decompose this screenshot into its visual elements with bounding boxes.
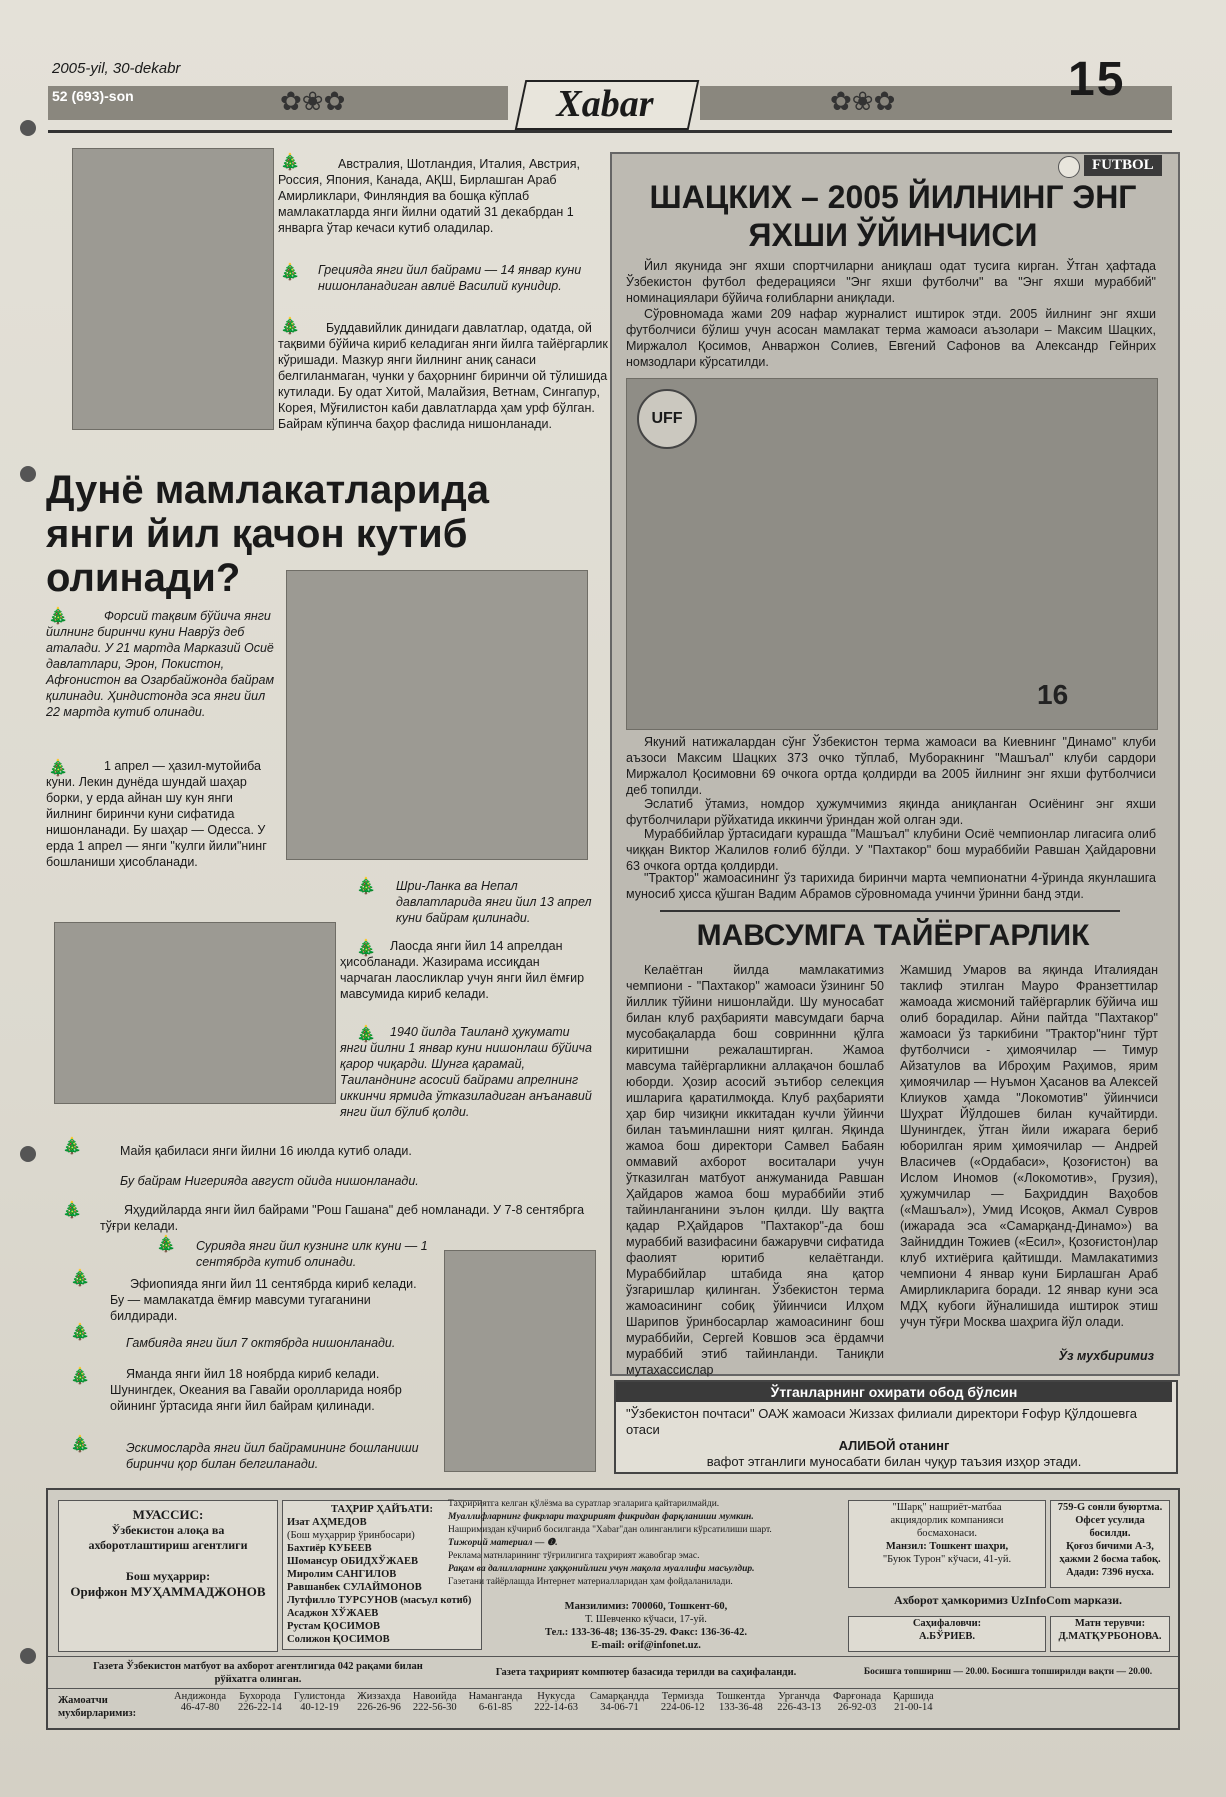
- publisher-box: [848, 1500, 1046, 1588]
- designer-label: Саҳифаловчи:: [912, 1618, 982, 1629]
- city: Нукусда: [537, 1691, 575, 1702]
- city: Наманганда: [468, 1691, 523, 1702]
- board-member: Шомансур ОБИДХЎЖАЕВ: [287, 1556, 418, 1567]
- founder-box: [58, 1500, 278, 1652]
- binder-hole: [20, 1146, 36, 1162]
- phone: 222-14-63: [534, 1702, 579, 1713]
- christmas-tree-icon: 🎄: [280, 318, 300, 335]
- phone: 133-36-48: [719, 1702, 763, 1713]
- publisher-line: "Буюк Турон" кўчаси, 41-уй.: [882, 1554, 1012, 1565]
- footballers-photo: [626, 378, 1158, 730]
- city: Урганчда: [778, 1691, 820, 1702]
- paragraph: "Трактор" жамоасининг ўз тарихида биринчи марта чемпионатни 4-ўринда якунлашига муносиб ҳисса қўшган Вадим Абрамов сўровномада учинчи ўринни банд этди.: [626, 871, 1156, 901]
- phones-city-row: [168, 1691, 940, 1702]
- paragraph: Ямандa янги йил 18 ноябрда кириб келади. Шунингдек, Океания ва Гавайи оролларида ноябр ойининг ўртасида янги йил байрам қилинади.: [110, 1367, 402, 1413]
- condolence-name: АЛИБОЙ отанинг: [838, 1438, 950, 1453]
- order-box: [1050, 1500, 1170, 1588]
- section-divider: [660, 910, 1120, 912]
- city: Фарғонада: [832, 1691, 881, 1702]
- phone: 6-61-85: [478, 1702, 513, 1713]
- santa-helpers-photo: [54, 922, 336, 1104]
- note: Реклама матнларининг тўғрилигига таҳририят жавобгар эмас.: [448, 1551, 700, 1561]
- city: Термизда: [661, 1691, 704, 1702]
- christmas-tree-icon: 🎄: [356, 1026, 376, 1043]
- order-line: Қоғоз бичими А-3,: [1066, 1541, 1154, 1552]
- paragraph: Лаосда янги йил 14 апрелдан ҳисобланади. Жазирама иссиқдан чарчаган лаосликлар учун янги йил ёмғир мавсумида кириб келади.: [340, 939, 585, 1001]
- phone: 40-12-19: [300, 1702, 339, 1713]
- christmas-tree-icon: 🎄: [356, 878, 376, 895]
- main-headline: Дунё мамлакатларида янги йил қачон кутиб олинади?: [46, 468, 489, 600]
- christmas-tree-icon: 🎄: [70, 1324, 90, 1341]
- byline: Ўз мухбиримиз: [1058, 1349, 1154, 1363]
- condolence-title: Ўтганларнинг охирати обод бўлсин: [616, 1382, 1172, 1402]
- paragraph: Яҳудийларда янги йил байрами "Рош Гашана" деб номланади. У 7-8 сентябрга тўғри келади.: [100, 1203, 585, 1233]
- phones-number-row: [168, 1702, 940, 1713]
- phone: 26-92-03: [837, 1702, 877, 1713]
- board-member: Равшанбек СУЛАЙМОНОВ: [287, 1582, 422, 1593]
- paragraph: Эфиопияда янги йил 11 сентябрда кириб келади. Бу — мамлакатда ёмғир мавсуми тугаганини билдиради.: [110, 1277, 417, 1323]
- publisher-line: Манзил: Тошкент шаҳри,: [885, 1541, 1009, 1552]
- order-line: ҳажми 2 босма табоқ.: [1059, 1554, 1161, 1565]
- phones-label: Жамоатчи мухбирларимиз:: [58, 1695, 137, 1719]
- founder-label: МУАССИС:: [132, 1507, 204, 1522]
- note: Муаллифларнинг фикрлари таҳририят фикридан фарқланиши мумкин.: [448, 1512, 754, 1522]
- board-member: Асаджон ХЎЖАЕВ: [287, 1608, 379, 1619]
- address-block: [448, 1600, 844, 1652]
- football-icon: [1058, 156, 1080, 178]
- board-member: Миролим САНГИЛОВ: [287, 1569, 397, 1580]
- note: Нашримиздан кўчириб босилганда "Xabar"дан олинганлиги кўрсатилиши шарт.: [448, 1525, 772, 1535]
- paragraph: Эслатиб ўтамиз, номдор ҳужумчимиз яқинда аниқланган Осиёнинг энг яхши футболчилари рўйхатида иккинчи ўриндан жой олган эди.: [626, 797, 1156, 827]
- christmas-tree-icon: 🎄: [62, 1202, 82, 1219]
- note: Тижорий материал — ❶.: [448, 1538, 558, 1548]
- condolence-text: вафот этганлиги муносабати билан чуқур таъзия изҳор этади.: [706, 1454, 1082, 1469]
- board-member: Лутфилло ТУРСУНОВ (масъул котиб): [287, 1595, 472, 1606]
- christmas-tree-icon: 🎄: [70, 1436, 90, 1453]
- order-line: 759-G сонли буюртма.: [1057, 1502, 1163, 1513]
- board-member: Изат АҲМЕДОВ: [287, 1517, 367, 1528]
- shirt-number: 16: [1037, 679, 1069, 710]
- editor-name: Орифжон МУҲАММАДЖОНОВ: [70, 1584, 266, 1599]
- paragraph: Шри-Ланка ва Непал давлатларида янги йил 13 апрел куни байрам қилинади.: [396, 879, 592, 925]
- rubric-label: FUTBOL: [1084, 155, 1162, 176]
- header-rule: [48, 130, 1172, 133]
- phone: 34-06-71: [600, 1702, 639, 1713]
- sports-subheadline: МАВСУМГА ТАЙЁРГАРЛИК: [696, 919, 1090, 952]
- board-member: Солижон ҚОСИМОВ: [287, 1634, 390, 1645]
- note: Рақам ва далилларнинг ҳаққонийлиги учун мақола муаллифи масъулдир.: [448, 1564, 755, 1574]
- paragraph: Форсий тақвим бўйича янги йилнинг биринчи куни Наврўз деб аталади. У 21 мартда Марказий Осиё давлатлари, Эрон, Покистон, Афғонистон ва Озарбайжонда байрам қилинади. Ҳиндистонда эса янги йил 22 мартда кутиб олинади.: [46, 609, 275, 719]
- designer-name: А.БЎРИЕВ.: [918, 1631, 976, 1642]
- paragraph: Якуний натижалардан сўнг Ўзбекистон терма жамоаси ва Киевнинг "Динамо" клуби аъзоси Максим Шацких 373 очко тўплаб, Муборакнинг "Машъал" клуби сардори Миржалол Қосимовни 69 очкога ортда қолдирди ва 2005 йилнинг энг яхши футболчиси деб топилди.: [626, 735, 1156, 797]
- phone: 226-22-14: [238, 1702, 282, 1713]
- city: Гулистонда: [293, 1691, 346, 1702]
- editor-label: Бош муҳаррир:: [125, 1569, 211, 1583]
- order-line: босилди.: [1089, 1528, 1131, 1539]
- santa-running-photo: [444, 1250, 596, 1472]
- address-line: Т. Шевченко кўчаси, 17-уй.: [585, 1614, 707, 1625]
- correspondent-phones-table: [168, 1691, 940, 1713]
- santa-with-child-photo: [72, 148, 274, 430]
- issue-date: 2005-yil, 30-dekabr: [52, 60, 181, 77]
- paragraph: Йил якунида энг яхши спортчиларни аниқлаш одат тусига кирган. Ўтган ҳафтада Ўзбекистон футбол федерацияси "Энг яхши футболчи" ва "Энг яхши мураббий" номинациялари бўйича ғолибларни аниқлади.: [626, 259, 1156, 305]
- publisher-line: босмахонаси.: [916, 1528, 978, 1539]
- designer-box: [848, 1616, 1046, 1652]
- founder-name: Ўзбекистон алоқа ва ахборотлаштириш агентлиги: [88, 1523, 248, 1552]
- board-member: (Бош муҳаррир ўринбосари): [287, 1530, 415, 1541]
- christmas-tree-icon: 🎄: [280, 264, 300, 281]
- phone: 46-47-80: [180, 1702, 220, 1713]
- santa-with-cart-photo: [286, 570, 588, 860]
- partner-line: Ахборот ҳамкоримиз UzInfoCom маркази.: [893, 1593, 1123, 1607]
- note: Газетани тайёрлашда Интернет материалларидан ҳам фойдаланилади.: [448, 1577, 733, 1587]
- paragraph: Сурияда янги йил кузнинг илк куни — 1 сентябрда кутиб олинади.: [196, 1239, 428, 1269]
- christmas-tree-icon: 🎄: [48, 760, 68, 777]
- board-member: Рустам ҚОСИМОВ: [287, 1621, 381, 1632]
- publisher-line: "Шарқ" нашриёт-матбаа: [892, 1502, 1002, 1513]
- christmas-tree-icon: 🎄: [70, 1270, 90, 1287]
- paragraph: Мураббийлар ўртасидаги курашда "Машъал" клубини Осиё чемпионлар лигасига олиб чиққан Виктор Жалилов ғолиб бўлди. У "Пахтакор" бош мураббийи Равшан Ҳайдаровни 63 очкога ортда қолдирди.: [626, 827, 1156, 873]
- phone: 222-56-30: [412, 1702, 457, 1713]
- paragraph: 1940 йилда Таиланд ҳукумати янги йилни 1 январ куни нишонлаш бўйича қарор чиқарди. Шунга қарамай, Таиланднинг асосий байрами апрелнинг иккинчи ярмида ўтказиладиган анъанавий янги йил бўлиб қолди.: [340, 1025, 592, 1119]
- christmas-tree-icon: 🎄: [356, 940, 376, 957]
- city: Жиззахда: [357, 1691, 401, 1702]
- paragraph: Грецияда янги йил байрами — 14 январ куни нишонланадиган авлиё Василий кунидир.: [318, 263, 582, 293]
- paragraph: Эскимосларда янги йил байрамининг бошланиши биринчи қор билан белгиланади.: [126, 1441, 419, 1471]
- timing-note: Босишга топшириш — 20.00. Босишга топширилди вақти — 20.00.: [863, 1667, 1153, 1677]
- city: Бухорода: [239, 1691, 281, 1702]
- imprint-footer: [46, 1488, 1180, 1730]
- phone: 226-26-96: [357, 1702, 401, 1713]
- board-label: ТАҲРИР ҲАЙЪАТИ:: [331, 1504, 433, 1515]
- article-column: Келаётган йилда мамлакатимиз чемпиони - "Пахтакор" жамоаси ўзининг 50 йиллик тўйини нишонлайди. Шу муносабат билан клуб раҳбарияти мавсумдаги барча мусобақаларда бош совриннни қўлга киритишни режалаштирган. Жамоа мавсума тайёргарликни аллақачон бошлаб юборди. Ҳозир асосий эътибор селекция ишларига қаратилмоқда. Клуб раҳбарияти ҳар бир чизиқни иккитадан кучли ўйинчи билан таъминлашни ният қилган. Яқинда жамоа бош директори Самвел Бабаян оммавий ахборот воситалари учун ўтказилган матбуот анжуманида Равшан Ҳайдаров жамоа бош мураббийи этиб тайинланганини эълон қилди. Шу вақтга қадар Р.Ҳайдаров "Пахтакор"-да бош мураббий вазифасини бажарувчи сифатида фаолият юритиб келаётганди. Мураббийлар штабида яна қатор ўзгаришлар қилинган. Ўзбекистон терма жамоасининг собиқ ўйинчиси Илҳом Шарипов ўринбосарлар жамоасининг бош мураббийи, Сергей Ковшов эса ёрдамчи мураббий этиб тайинланди. Таниқли мутахассислар: [626, 963, 884, 1377]
- binder-hole: [20, 1648, 36, 1664]
- city: Самарқандда: [590, 1691, 649, 1702]
- footer-divider: [48, 1688, 1178, 1689]
- email-link[interactable]: E-mail: orif@infonet.uz.: [591, 1640, 701, 1651]
- christmas-tree-icon: 🎄: [62, 1138, 82, 1155]
- address-line: Манзилимиз: 700060, Тошкент-60,: [564, 1601, 728, 1612]
- city: Тошкентда: [716, 1691, 766, 1702]
- paragraph: Бу байрам Нигерияда август ойида нишонланади.: [120, 1174, 419, 1188]
- note: Таҳририятга келган қўлёзма ва суратлар эгаларига қайтарилмайди.: [448, 1499, 720, 1509]
- typist-name: Д.МАТҚУРБОНОВА.: [1058, 1631, 1162, 1642]
- christmas-tree-icon: 🎄: [70, 1368, 90, 1385]
- christmas-tree-icon: 🎄: [48, 608, 68, 625]
- notes-block: [448, 1498, 844, 1589]
- board-member: Бахтиёр КУБЕЕВ: [287, 1543, 372, 1554]
- masthead-title: Xabar: [556, 83, 654, 125]
- christmas-tree-icon: 🎄: [156, 1236, 176, 1253]
- uff-logo: UFF: [637, 389, 697, 449]
- typeset-note: Газета таҳририят компютер базасида терилди ва саҳифаланди.: [495, 1667, 797, 1678]
- paragraph: Буддавийлик динидаги давлатлар, одатда, ой тақвими бўйича кириб келадиган янги йилга тайёргарлик кўришади. Мазкур янги йилнинг аниқ санаси белгиланмаган, чунки у баҳорнинг биринчи ой тўлишида кутилади. Бу одат Хитой, Малайзия, Ветнам, Сингапур, Корея, Мўғилистон каби давлатларда ҳам урф бўлган. Байрам кўпинча баҳор фаслида нишонланади.: [278, 321, 608, 431]
- phone: 226-43-13: [777, 1702, 821, 1713]
- paragraph: 1 апрел — ҳазил-мутойиба куни. Лекин дунёда шундай шаҳар борки, у ерда айнан шу кун янги йилнинг биринчи куни сифатида нишонланади. Бу шаҳар — Одесса. У ерда 1 апрел — янги "кулги йили"нинг бошланиши ҳисобланади.: [46, 759, 267, 869]
- phone: 224-06-12: [660, 1702, 705, 1713]
- bow-decoration-icon: ✿❀✿: [830, 86, 896, 116]
- phone: 21-00-14: [894, 1702, 933, 1713]
- sports-headline: ШАЦКИХ – 2005 ЙИЛНИНГ ЭНГ ЯХШИ ЎЙИНЧИСИ: [649, 179, 1137, 253]
- paragraph: Сўровномада жами 209 нафар журналист иштирок этди. 2005 йилнинг энг яхши футболчиси бўлиш учун асосан мамлакат терма жамоаси аъзолари – Максим Шацких, Миржалол Қосимов, Анваржон Солиев, Евгений Сафонов ва Александр Гейнрих номзодлари кўрсатилди.: [626, 307, 1156, 369]
- paragraph: Майя қабиласи янги йилни 16 июлда кутиб олади.: [120, 1144, 412, 1158]
- city: Қаршида: [893, 1691, 934, 1702]
- paragraph: Гамбияда янги йил 7 октябрда нишонланади.: [126, 1336, 396, 1350]
- typist-label: Матн терувчи:: [1074, 1618, 1146, 1629]
- paragraph: Австралия, Шотландия, Италия, Австрия, Россия, Япония, Канада, АҚШ, Бирлашган Араб Амирликлари, Финляндия ва бошқа кўплаб мамлакатларда янги йилни одатий 31 декабрдан 1 январга ўтар кечаси кутиб оладилар.: [278, 157, 580, 235]
- typist-box: [1050, 1616, 1170, 1652]
- footer-divider: [48, 1656, 1178, 1657]
- issue-number: 52 (693)-son: [52, 88, 134, 104]
- registration-note: Газета Ўзбекистон матбуот ва ахборот агентлигида 042 рақами билан рўйхатга олинган.: [93, 1661, 423, 1685]
- order-line: Адади: 7396 нусха.: [1066, 1567, 1154, 1578]
- order-line: Офсет усулида: [1075, 1515, 1145, 1526]
- christmas-tree-icon: 🎄: [280, 154, 300, 171]
- page-number: 15: [1068, 53, 1126, 106]
- address-line: Тел.: 133-36-48; 136-35-29. Факс: 136-36-42.: [545, 1627, 747, 1638]
- city: Андижонда: [174, 1691, 227, 1702]
- condolence-text: "Ўзбекистон почтаси" ОАЖ жамоаси Жиззах филиали директори Ғофур Қўлдошевга отаси: [626, 1406, 1137, 1437]
- article-column: Жамшид Умаров ва яқинда Италиядан таклиф этилган Мауро Франзеттилар жамоада жисмоний тайёргарлик бўйича иш олиб борадилар. Айни пайтда "Пахтакор" жамоаси ўз таркибини "Трактор"нинг тўрт футболчиси - ҳимоячилар — Тимур Айзатулов ва Иброҳим Раҳимов, ярим ҳимоячилар — Нуъмон Ҳасанов ва Алексей Клиуков ҳамда "Локомотив" ўйинчиси Шуҳрат Йўлдошев билан кучайтирди. Шунингдек, ўтган йили ижарага бериб юборилган ярим ҳимоячилар — Андрей Власичев («Ордабаси», Қозоғистон) ва Ислом Иномов («Локомотив», Грузия), ҳужумчилар — Баҳриддин Ваҳобов («Машъал»), Умид Исоқов, Акмал Сувров (ижарада эса «Самарқанд-Динамо») ва Зайниддин Тожиев («Есил», Қозоғистон)лар клуб ихтиёрига қайтишди. Мамлакатимиз чемпиони 4 январ куни Бирлашган Араб Амирликларига боради. 12 январ куни эса МДҲ кубоги йўналишида иштирок этиш учун тўғри Москва шаҳрига йўл олади.: [900, 963, 1158, 1329]
- city: Навоийда: [412, 1691, 457, 1702]
- publisher-line: акциядорлик компанияси: [890, 1515, 1004, 1526]
- binder-hole: [20, 466, 36, 482]
- bow-decoration-icon: ✿❀✿: [280, 86, 346, 116]
- binder-hole: [20, 120, 36, 136]
